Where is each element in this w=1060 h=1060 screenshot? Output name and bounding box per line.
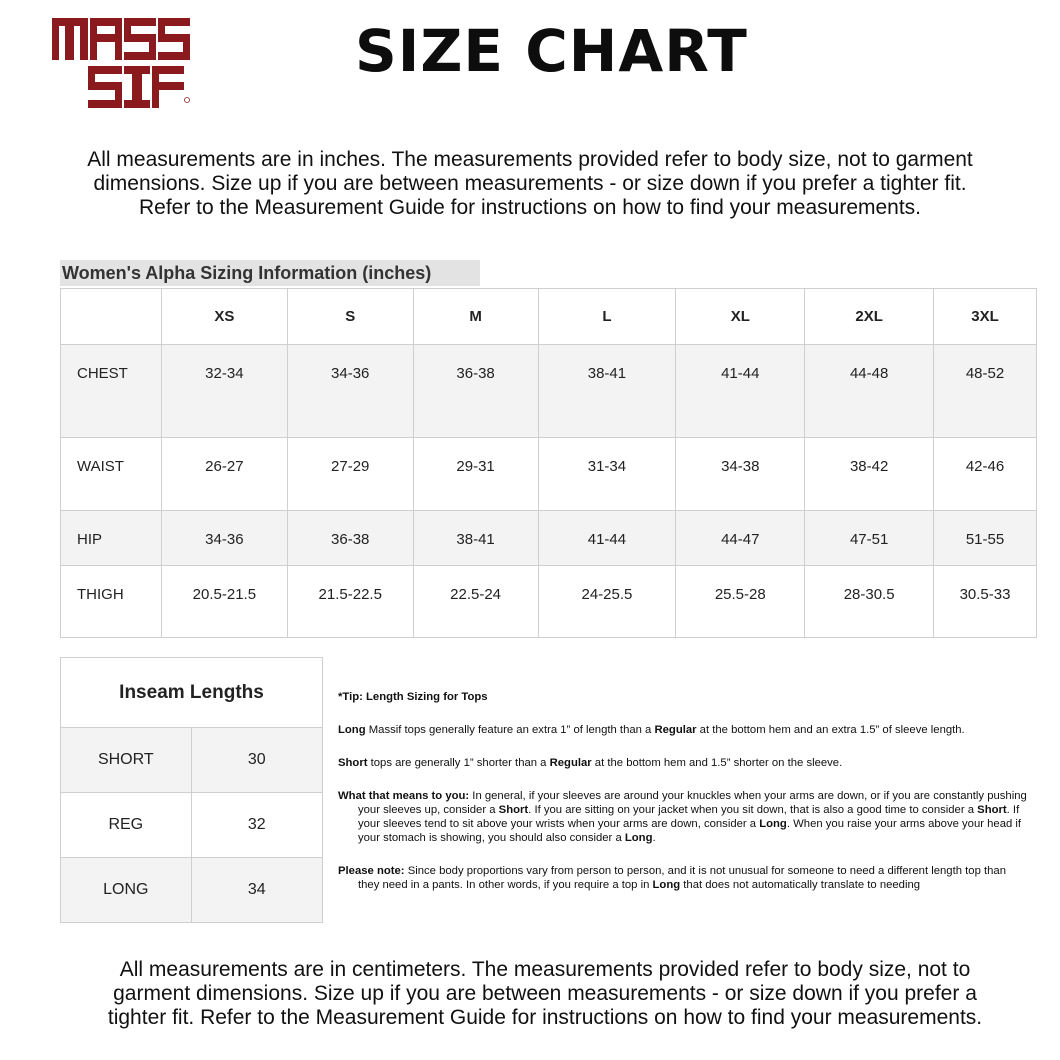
table-cell: 21.5-22.5 [287, 566, 413, 638]
table-cell: 26-27 [161, 438, 287, 511]
row-label: HIP [61, 511, 162, 566]
inseam-title: Inseam Lengths [61, 658, 323, 728]
tip-bold: Long [624, 832, 653, 844]
header-cell: S [287, 289, 413, 345]
tip-text: at the bottom hem and an extra 1.5” of sleeve length. [696, 724, 965, 736]
intro-line: dimensions. Size up if you are between measurements - or size down if you prefer a tighter fit. [93, 172, 967, 195]
header-cell: XS [161, 289, 287, 345]
table-row [61, 566, 1037, 638]
header-cell: M [413, 289, 538, 345]
tip-text: . If your sleeves tend to sit above your wrists when your arms are down, consider a [358, 804, 1020, 830]
table-cell: 30.5-33 [934, 566, 1037, 638]
tip-bold: Long [759, 818, 787, 830]
header-cell: XL [676, 289, 805, 345]
header-cell: 3XL [934, 289, 1037, 345]
tip-text: . [652, 832, 656, 844]
inseam-header-row [61, 658, 323, 728]
table-cell: 34-36 [287, 345, 413, 438]
table-cell: 28-30.5 [805, 566, 934, 638]
table-cell: 44-47 [676, 511, 805, 566]
inseam-label: REG [61, 793, 192, 858]
tip-text: In general, if your sleeves are around your knuckles when your arms are down, or if you are constantly pushing your sleeves up, consider a [358, 790, 1027, 816]
table-cell: 20.5-21.5 [161, 566, 287, 638]
table-cell: 38-42 [805, 438, 934, 511]
table-cell: 29-31 [413, 438, 538, 511]
tip-bold: Please note: [338, 865, 405, 877]
table-cell: 34-38 [676, 438, 805, 511]
massif-logo-icon [52, 18, 192, 110]
size-table [60, 288, 1037, 638]
tip-short [338, 756, 1028, 770]
table-row [61, 438, 1037, 511]
table-row [61, 793, 323, 858]
outro-line: tighter fit. Refer to the Measurement Guide for instructions on how to find your measurements. [107, 1006, 983, 1029]
inseam-value: 34 [191, 858, 322, 923]
table-cell: 34-36 [161, 511, 287, 566]
table-cell: 48-52 [934, 345, 1037, 438]
row-label: THIGH [61, 566, 162, 638]
tip-text: . When you raise your arms above your head if your stomach is showing, you should also consider a [358, 818, 1022, 844]
table-cell: 36-38 [287, 511, 413, 566]
tip-bold: Short [338, 757, 368, 769]
table-cell: 31-34 [538, 438, 676, 511]
table-row [61, 858, 323, 923]
row-label: WAIST [61, 438, 162, 511]
inseam-value: 30 [191, 728, 322, 793]
row-label: CHEST [61, 345, 162, 438]
table-cell: 36-38 [413, 345, 538, 438]
size-table-header-row [61, 289, 1037, 345]
table-row [61, 728, 323, 793]
tip-text: . If you are sitting on your jacket when you sit down, that is also a good time to consider a [528, 804, 978, 816]
inseam-value: 32 [191, 793, 322, 858]
tip-bold: Long [338, 724, 366, 736]
table-cell: 41-44 [676, 345, 805, 438]
tip-text: Since body proportions vary from person to person, and it is not unusual for someone to need a different length top than they need in a pants. In other words, if you require a top in [358, 865, 1006, 891]
header-cell: L [538, 289, 676, 345]
intro-text [40, 148, 1020, 220]
table-cell: 47-51 [805, 511, 934, 566]
table-cell: 42-46 [934, 438, 1037, 511]
table-cell: 25.5-28 [676, 566, 805, 638]
length-tips [338, 690, 1028, 911]
header-cell [61, 289, 162, 345]
tip-bold: Regular [549, 757, 592, 769]
tip-text: Massif tops generally feature an extra 1” of length than a [365, 724, 655, 736]
tip-means [338, 789, 1028, 845]
header-cell: 2XL [805, 289, 934, 345]
intro-line: Refer to the Measurement Guide for instructions on how to find your measurements. [138, 196, 922, 219]
outro-text [60, 958, 1030, 1030]
tips-heading: *Tip: Length Sizing for Tops [338, 691, 488, 703]
table-cell: 24-25.5 [538, 566, 676, 638]
table-row [61, 345, 1037, 438]
tip-bold: Regular [654, 724, 697, 736]
table-cell: 22.5-24 [413, 566, 538, 638]
tip-text: at the bottom hem and 1.5” shorter on the sleeve. [591, 757, 843, 769]
tip-bold: Short [977, 804, 1007, 816]
table-row [61, 511, 1037, 566]
inseam-label: LONG [61, 858, 192, 923]
tip-long [338, 723, 1028, 737]
table-cell: 27-29 [287, 438, 413, 511]
inseam-table [60, 657, 323, 923]
tip-note [338, 864, 1028, 892]
inseam-label: SHORT [61, 728, 192, 793]
tip-bold: Short [498, 804, 529, 816]
tip-text: tops are generally 1” shorter than a [367, 757, 550, 769]
intro-line: All measurements are in inches. The measurements provided refer to body size, not to garment [87, 148, 973, 171]
tip-text: that does not automatically translate to needing [680, 879, 921, 891]
outro-line: All measurements are in centimeters. The measurements provided refer to body size, not to [119, 958, 971, 981]
table-cell: 51-55 [934, 511, 1037, 566]
page-title: SIZE CHART [355, 17, 748, 85]
outro-line: garment dimensions. Size up if you are between measurements - or size down if you prefer a [113, 982, 977, 1005]
tip-bold: Long [652, 879, 681, 891]
table-cell: 38-41 [413, 511, 538, 566]
table-cell: 41-44 [538, 511, 676, 566]
table-cell: 32-34 [161, 345, 287, 438]
size-table-title: Women's Alpha Sizing Information (inches) [60, 260, 480, 286]
tip-bold: What that means to you: [338, 790, 470, 802]
table-cell: 44-48 [805, 345, 934, 438]
table-cell: 38-41 [538, 345, 676, 438]
